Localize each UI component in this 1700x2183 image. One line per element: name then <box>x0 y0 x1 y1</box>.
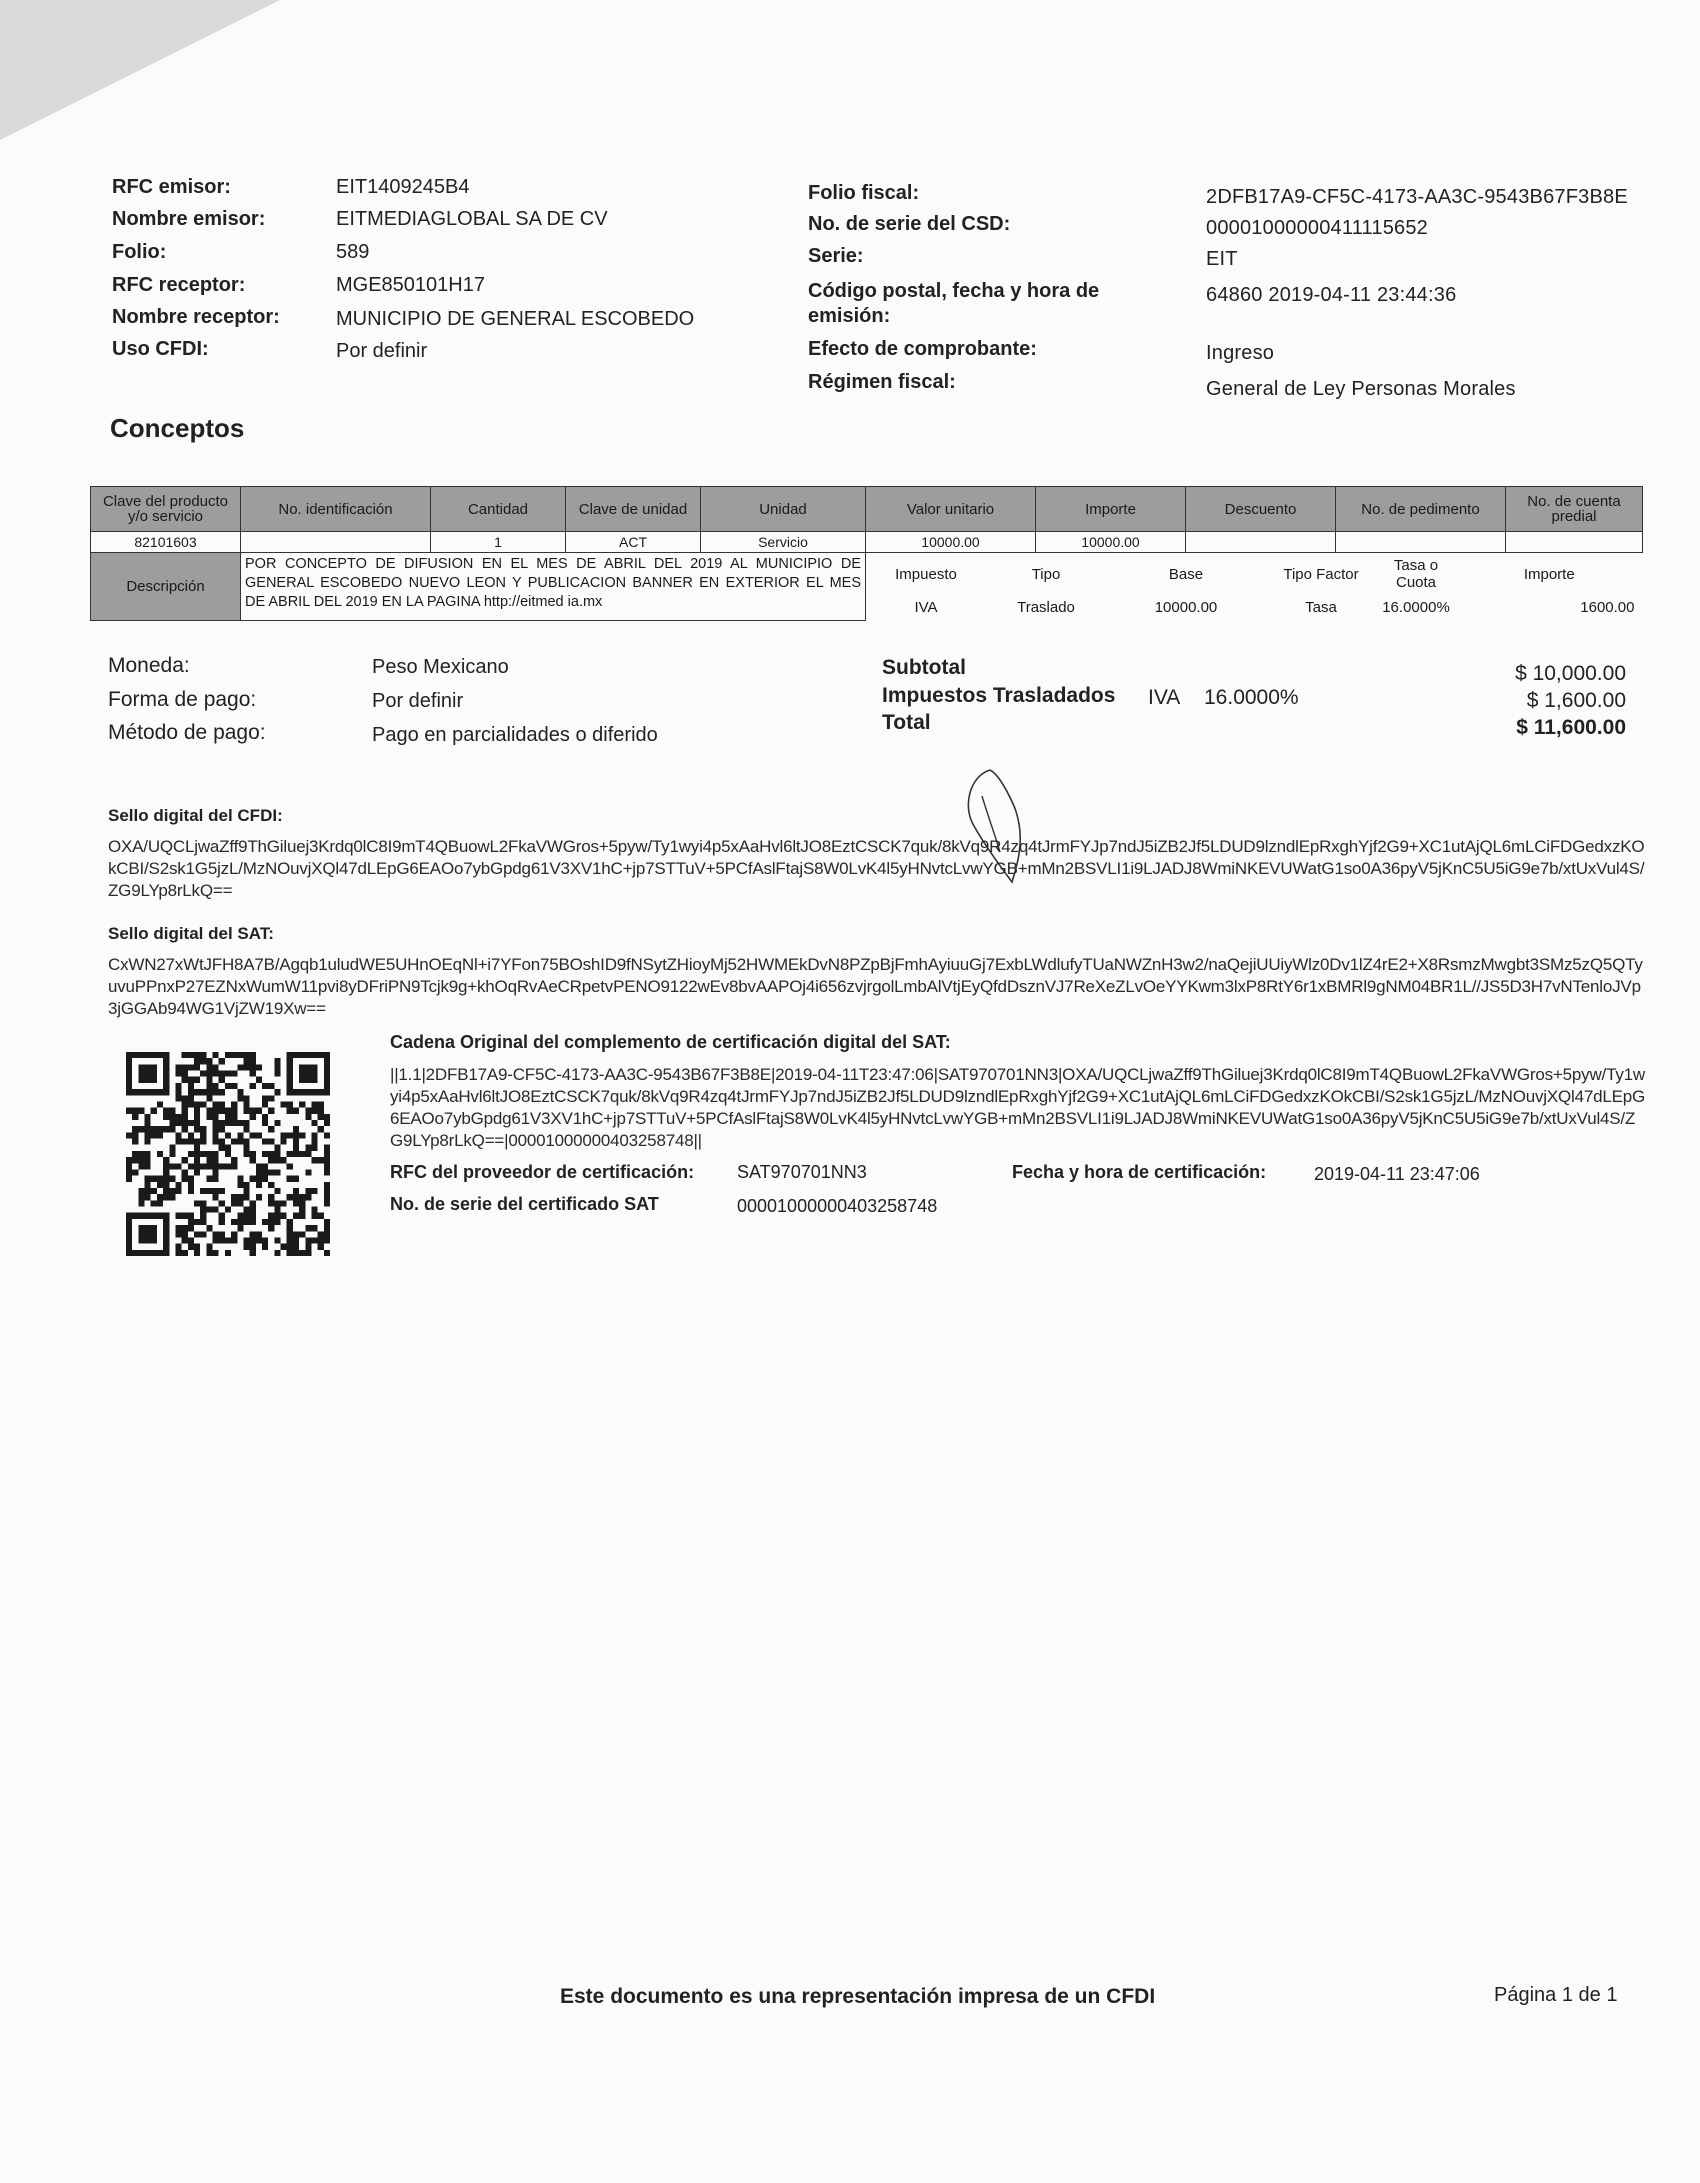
moneda-label: Moneda: <box>108 654 190 677</box>
cadena-original: ||1.1|2DFB17A9-CF5C-4173-AA3C-9543B67F3B8E|2019-04-11T23:47:06|SAT970701NN3|OXA/UQCLjwaZff9ThGiluej3Krdq0lC8I9mT4QBuowL2FkaVWGros+5pyw/Ty1wyi4p5xAaHvl6ltJO8EztCSCK7quk/8kVq9R4zq4tJrmFYJp7ndJ5iZB2Jf5LDUD9lzndlEpRxghYjf2G9+XC1utAjQL6mLCiFDGedxzKOkCBI/S2sk1G5jzL/MzNOuvjXQl47dLEpG6EAOo7ybGpdg61V3XV1hC+jp7STTuV+5PCfAslFtajS8W0LvK4l5yHNvtcLvwYGB+mMn2BSVLI1i9LJADJ8WmiNKEVUWatG1so0A36pyV5jKnC5U5iG9e7b/xtUxVul4S/ZG9LYp8rLkQ==|00001000000403258748|| <box>390 1065 1646 1150</box>
metodo-pago: Pago en parcialidades o diferido <box>372 724 658 746</box>
tax-base: 10000.00 <box>1154 599 1218 616</box>
cadena-label: Cadena Original del complemento de certificación digital del SAT: <box>390 1032 951 1052</box>
metodo-pago-label: Método de pago: <box>108 721 266 744</box>
impuestos-tasa: 16.0000% <box>1204 686 1299 709</box>
nombre-emisor-label: Nombre emisor: <box>112 208 266 230</box>
rfc-emisor: EIT1409245B4 <box>336 176 470 198</box>
cp-label-line1: Código postal, fecha y hora de <box>808 280 1100 302</box>
forma-pago-label: Forma de pago: <box>108 688 257 711</box>
th-cantidad: Cantidad <box>431 487 566 532</box>
th-valor-unitario: Valor unitario <box>866 487 1036 532</box>
descripcion-label: Descripción <box>91 553 241 621</box>
tax-h-tipo: Tipo <box>1031 565 1061 583</box>
uso-cfdi-label: Uso CFDI: <box>112 338 209 360</box>
cell-descuento <box>1186 532 1336 553</box>
tax-h-importe: Importe <box>1523 565 1575 583</box>
th-cuenta-predial: No. de cuenta predial <box>1506 487 1643 532</box>
descripcion-text: POR CONCEPTO DE DIFUSION EN EL MES DE ABRIL DEL 2019 AL MUNICIPIO DE GENERAL ESCOBEDO NUEVO LEON Y PUBLICACION BANNER EN EXTERIOR EL MES DE ABRIL DEL 2019 EN LA PAGINA http://eitmed ia.mx <box>241 553 866 621</box>
sello-cfdi-label: Sello digital del CFDI: <box>108 806 283 825</box>
cell-unidad: Servicio <box>701 532 866 553</box>
tax-importe: 1600.00 <box>1580 599 1635 616</box>
sello-cfdi: OXA/UQCLjwaZff9ThGiluej3Krdq0lC8I9mT4QBuowL2FkaVWGros+5pyw/Ty1wyi4p5xAaHvl6ltJO8EztCSCK7quk/8kVq9R4zq4tJrmFYJp7ndJ5iZB2Jf5LDUD9lzndlEpRxghYjf2G9+XC1utAjQL6mLCiFDGedxzKOkCBI/S2sk1G5jzL/MzNOuvjXQl47dLEpG6EAOo7ybGpdg61V3XV1hC+jp7STTuV+5PCfAslFtajS8W0LvK4l5yHNvtcLvwYGB+mMn2BSVLI1i9LJADJ8WmiNKEVUWatG1so0A36pyV5jKnC5U5iG9e7b/xtUxVul4S/ZG9LYp8rLkQ== <box>108 837 1645 900</box>
th-descuento: Descuento <box>1186 487 1336 532</box>
th-no-ident: No. identificación <box>241 487 431 532</box>
rfc-receptor-label: RFC receptor: <box>112 274 246 296</box>
serie-sat-label: No. de serie del certificado SAT <box>390 1194 659 1214</box>
footer-note: Este documento es una representación impresa de un CFDI <box>560 1985 1156 2008</box>
serie-csd: 00001000000411115652 <box>1206 217 1429 239</box>
rfc-proveedor: SAT970701NN3 <box>737 1162 867 1182</box>
cp-fecha-emision: 64860 2019-04-11 23:44:36 <box>1206 284 1457 306</box>
tax-tasa-cuota: 16.0000% <box>1382 599 1450 616</box>
moneda: Peso Mexicano <box>372 656 509 678</box>
impuestos-label: Impuestos Trasladados <box>882 684 1116 707</box>
regimen-label: Régimen fiscal: <box>808 371 956 393</box>
forma-pago: Por definir <box>372 690 464 712</box>
total-value: $ 11,600.00 <box>1516 716 1626 739</box>
rfc-emisor-label: RFC emisor: <box>112 176 231 198</box>
subtotal-value: $ 10,000.00 <box>1515 662 1626 685</box>
cp-label-line2: emisión: <box>808 305 891 327</box>
tax-tipo: Traslado <box>1017 599 1075 616</box>
th-unidad: Unidad <box>701 487 866 532</box>
th-importe: Importe <box>1036 487 1186 532</box>
page-number: Página 1 de 1 <box>1494 1984 1618 2006</box>
table-row <box>91 532 1643 553</box>
conceptos-title: Conceptos <box>110 413 245 443</box>
tax-h-tipo-factor: Tipo Factor <box>1283 565 1359 583</box>
qr-code-icon <box>126 1052 330 1256</box>
uso-cfdi: Por definir <box>336 340 428 362</box>
cell-cuenta-predial <box>1506 532 1643 553</box>
cell-cantidad: 1 <box>431 532 566 553</box>
tax-impuesto: IVA <box>914 599 938 616</box>
rfc-proveedor-label: RFC del proveedor de certificación: <box>390 1162 695 1182</box>
fecha-certificacion-label: Fecha y hora de certificación: <box>1012 1162 1267 1182</box>
tax-h-tasa-cuota: Tasa o Cuota <box>1393 557 1439 591</box>
concepts-table <box>90 486 1643 621</box>
th-pedimento: No. de pedimento <box>1336 487 1506 532</box>
nombre-receptor-label: Nombre receptor: <box>112 306 280 328</box>
folio-fiscal: 2DFB17A9-CF5C-4173-AA3C-9543B67F3B8E <box>1206 186 1628 208</box>
serie-label: Serie: <box>808 245 864 267</box>
cell-pedimento <box>1336 532 1506 553</box>
nombre-receptor: MUNICIPIO DE GENERAL ESCOBEDO <box>336 308 695 330</box>
cell-clave: 82101603 <box>91 532 241 553</box>
sello-sat-label: Sello digital del SAT: <box>108 924 274 943</box>
efecto-label: Efecto de comprobante: <box>808 338 1037 360</box>
impuestos-value: $ 1,600.00 <box>1526 689 1626 712</box>
fecha-certificacion: 2019-04-11 23:47:06 <box>1314 1164 1480 1184</box>
cell-clave-unidad: ACT <box>566 532 701 553</box>
serie-sat: 00001000000403258748 <box>737 1196 938 1216</box>
scan-corner-shadow <box>0 0 280 140</box>
serie: EIT <box>1206 248 1238 270</box>
impuestos-tipo: IVA <box>1148 686 1181 709</box>
serie-csd-label: No. de serie del CSD: <box>808 213 1011 235</box>
tax-tipo-factor: Tasa <box>1305 599 1337 616</box>
folio: 589 <box>336 241 370 263</box>
cell-valor-unitario: 10000.00 <box>866 532 1036 553</box>
nombre-emisor: EITMEDIAGLOBAL SA DE CV <box>336 208 608 230</box>
th-clave-unidad: Clave de unidad <box>566 487 701 532</box>
sello-sat: CxWN27xWtJFH8A7B/Agqb1uludWE5UHnOEqNl+i7YFon75BOshID9fNSytZHioyMj52HWMEkDvN8PZpBjFmhAyiuuGj7ExbLWdlufyTUaNWZnH3w2/naQejiUUiyWlz0Dv1lZ4rE2+X8RsmzMwgbt3SMz5zQ5QTyuvuPPnxP27EZNxWumW11pvi8yDFriPN9Tcjk9g+khOqRvAeCRpetvPENO9122wEv8bvAAPOj4i656zvjrgolLmbAlVtjEyQfdDsznVJ7ReXeZLvOeYYKwm3lxP8RtY6r1xBMRl9gNM04BR1L//JS5D3H7vNTenloJVp3jGGAb94WG1VjZW19Xw== <box>108 955 1643 1018</box>
cell-importe: 10000.00 <box>1036 532 1186 553</box>
folio-label: Folio: <box>112 241 167 263</box>
tax-h-base: Base <box>1168 565 1204 583</box>
tax-detail <box>866 553 1643 621</box>
regimen: General de Ley Personas Morales <box>1206 378 1516 400</box>
rfc-receptor: MGE850101H17 <box>336 274 485 296</box>
efecto: Ingreso <box>1206 342 1275 364</box>
cell-no-ident <box>241 532 431 553</box>
total-label: Total <box>882 711 931 734</box>
subtotal-label: Subtotal <box>882 656 966 679</box>
folio-fiscal-label: Folio fiscal: <box>808 182 920 204</box>
tax-h-impuesto: Impuesto <box>895 565 957 583</box>
th-clave: Clave del producto y/o servicio <box>91 487 241 532</box>
